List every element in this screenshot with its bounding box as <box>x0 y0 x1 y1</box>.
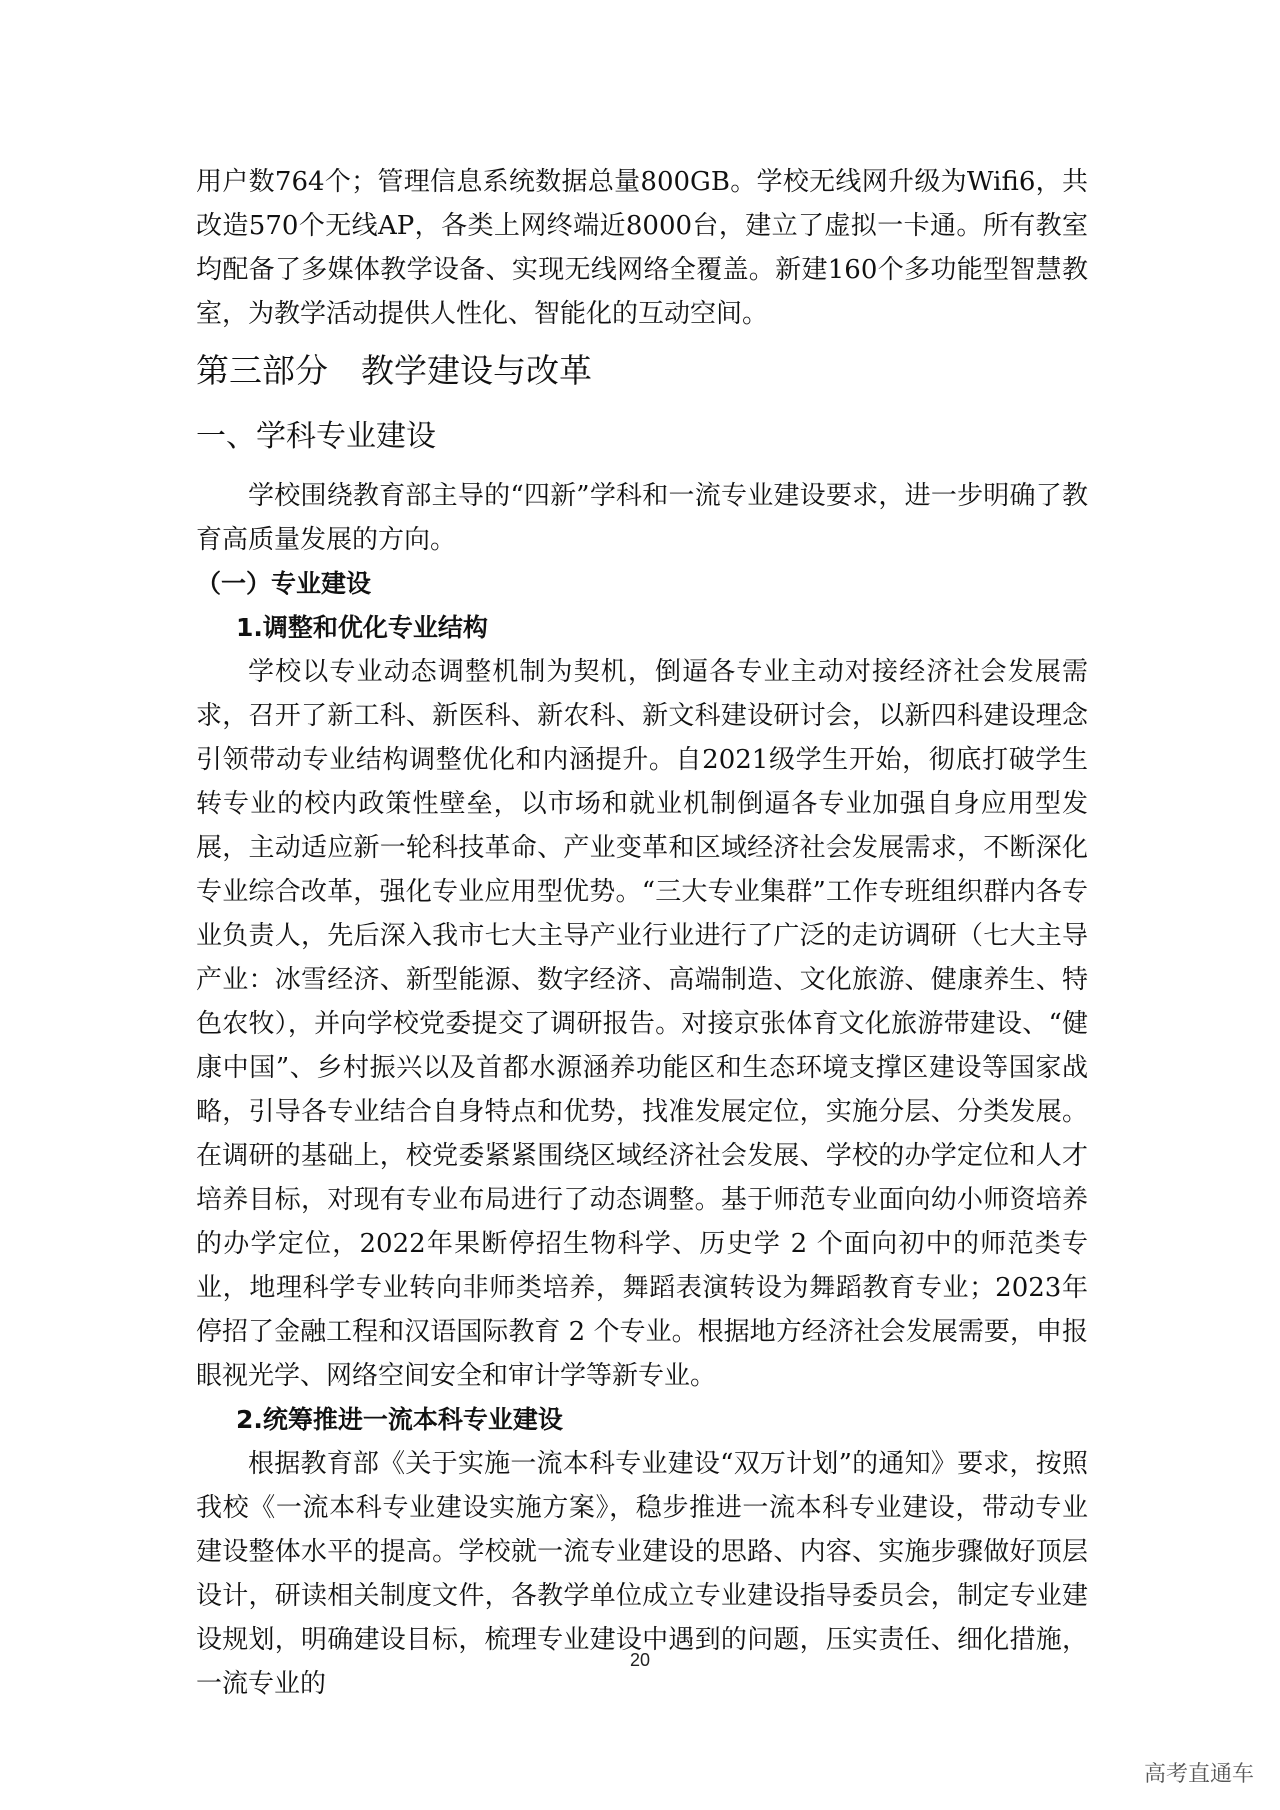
paragraph-item1: 学校以专业动态调整机制为契机，倒逼各专业主动对接经济社会发展需求，召开了新工科、新医科、新农科、新文科建设研讨会，以新四科建设理念引领带动专业结构调整优化和内涵提升。自2021级学生开始，彻底打破学生转专业的校内政策性壁垒，以市场和就业机制倒逼各专业加强自身应用型发展，主动适应新一轮科技革命、产业变革和区域经济社会发展需求，不断深化专业综合改革，强化专业应用型优势。“三大专业集群”工作专班组织群内各专业负责人，先后深入我市七大主导产业行业进行了广泛的走访调研（七大主导产业：冰雪经济、新型能源、数字经济、高端制造、文化旅游、健康养生、特色农牧），并向学校党委提交了调研报告。对接京张体育文化旅游带建设、“健康中国”、乡村振兴以及首都水源涵养功能区和生态环境支撑区建设等国家战略，引导各专业结合自身特点和优势，找准发展定位，实施分层、分类发展。在调研的基础上，校党委紧紧围绕区域经济社会发展、学校的办学定位和人才培养目标，对现有专业布局进行了动态调整。基于师范专业面向幼小师资培养的办学定位，2022年果断停招生物科学、历史学 2 个面向初中的师范类专业，地理科学专业转向非师类培养，舞蹈表演转设为舞蹈教育专业；2023年停招了金融工程和汉语国际教育 2 个专业。根据地方经济社会发展需要，申报眼视光学、网络空间安全和审计学等新专业。 <box>196 657 1088 1391</box>
paragraph-intro: 用户数764个；管理信息系统数据总量800GB。学校无线网升级为Wifi6，共改造570个无线AP，各类上网终端近8000台，建立了虚拟一卡通。所有教室均配备了多媒体教学设备、实现无线网络全覆盖。新建160个多功能型智慧教室，为教学活动提供人性化、智能化的互动空间。 <box>196 167 1088 329</box>
watermark-text: 高考直通车 <box>1143 1762 1254 1787</box>
subsection-title: （一）专业建设 <box>196 569 372 598</box>
paragraph-section: 学校围绕教育部主导的“四新”学科和一流专业建设要求，进一步明确了教育高质量发展的方向。 <box>196 481 1088 555</box>
paragraph-item2: 根据教育部《关于实施一流本科专业建设“双万计划”的通知》要求，按照我校《一流本科专业建设实施方案》，稳步推进一流本科专业建设，带动专业建设整体水平的提高。学校就一流专业建设的思路、内容、实施步骤做好顶层设计，研读相关制度文件，各教学单位成立专业建设指导委员会，制定专业建设规划，明确建设目标，梳理专业建设中遇到的问题，压实责任、细化措施，一流专业的 <box>196 1449 1088 1699</box>
page-number: 20 <box>629 1650 651 1670</box>
item1-title: 1.调整和优化专业结构 <box>236 613 488 642</box>
section-title: 一、学科专业建设 <box>196 419 436 454</box>
part-title: 第三部分 教学建设与改革 <box>196 351 592 390</box>
item2-title: 2.统筹推进一流本科专业建设 <box>236 1405 563 1434</box>
document-body <box>196 160 1088 1706</box>
